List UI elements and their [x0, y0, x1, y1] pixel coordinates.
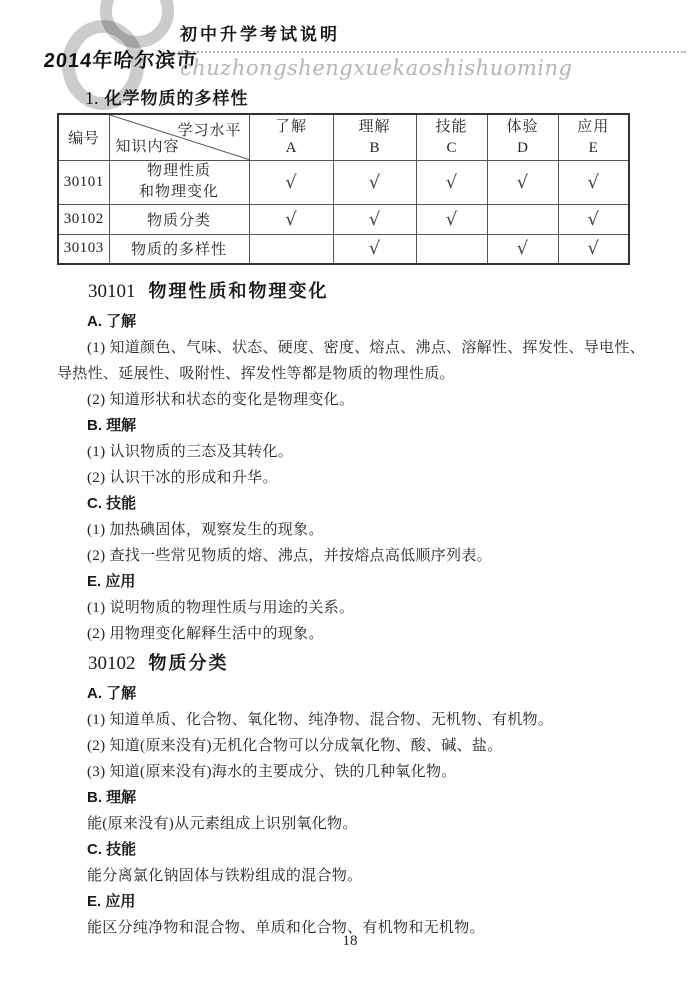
level-line: A. 了解: [87, 685, 137, 702]
section-code: 30102: [88, 653, 136, 674]
check-cell: √: [333, 160, 416, 204]
table-header-row: [58, 114, 629, 160]
header-level-cell: 体验 D: [487, 114, 558, 160]
level-line: A. 了解: [87, 313, 137, 330]
level-line: B. 理解: [87, 417, 137, 434]
row-content-cell: 物理性质 和物理变化: [109, 160, 249, 204]
item-line: (3) 知道(原来没有)海水的主要成分、铁的几种氧化物。: [87, 764, 457, 780]
check-cell: √: [333, 234, 416, 264]
section-title: 物质分类: [148, 653, 229, 673]
table-row: [58, 204, 629, 234]
chapter-heading: [85, 88, 700, 109]
body-content: [57, 277, 649, 941]
chapter-title: 化学物质的多样性: [104, 89, 249, 108]
check-cell: √: [558, 234, 629, 264]
document-title: 初中升学考试说明: [180, 25, 340, 44]
section-code: 30101: [88, 281, 136, 302]
chapter-number: 1.: [85, 88, 99, 108]
check-cell: [416, 234, 487, 264]
item-line: (1) 加热碘固体，观察发生的现象。: [87, 522, 324, 538]
header-level-cell: 了解 A: [249, 114, 333, 160]
table-row: [58, 234, 629, 264]
level-line: E. 应用: [87, 573, 136, 590]
pinyin-subtitle: chuzhongshengxuekaoshishuoming: [180, 56, 573, 80]
header-id-cell: 编号: [58, 114, 109, 160]
check-cell: √: [416, 204, 487, 234]
row-content-cell: 物质分类: [109, 204, 249, 234]
row-content-cell: 物质的多样性: [109, 234, 249, 264]
item-line: (1) 知道单质、化合物、氧化物、纯净物、混合物、无机物、有机物。: [87, 712, 554, 728]
header-level-cell: 理解 B: [333, 114, 416, 160]
header-level-cell: 技能 C: [416, 114, 487, 160]
check-cell: √: [558, 204, 629, 234]
item-line: (1) 知道颜色、气味、状态、硬度、密度、熔点、沸点、溶解性、挥发性、导电性、导热性、延展性、吸附性、挥发性等都是物质的物理性质。: [57, 340, 645, 382]
level-line: C. 技能: [87, 841, 137, 858]
item-line: (2) 知道形状和状态的变化是物理变化。: [87, 392, 355, 408]
level-line: C. 技能: [87, 495, 137, 512]
header-level-cell: 应用 E: [558, 114, 629, 160]
check-cell: √: [558, 160, 629, 204]
check-cell: √: [416, 160, 487, 204]
edition-label: 2014年哈尔滨市: [42, 50, 199, 72]
item-line: 能区分纯净物和混合物、单质和化合物、有机物和无机物。: [87, 920, 485, 936]
check-cell: √: [487, 234, 558, 264]
section-heading: [57, 649, 649, 679]
page-number: 18: [342, 933, 358, 949]
item-line: (2) 用物理变化解释生活中的现象。: [87, 626, 324, 642]
item-line: (2) 查找一些常见物质的熔、沸点，并按熔点高低顺序列表。: [87, 548, 492, 564]
level-line: E. 应用: [87, 893, 136, 910]
item-line: (1) 说明物质的物理性质与用途的关系。: [87, 600, 355, 616]
header-corner-cell: [109, 114, 249, 160]
check-cell: [487, 204, 558, 234]
check-cell: √: [487, 160, 558, 204]
section-heading: [57, 277, 649, 307]
corner-label-level: 学习水平: [177, 123, 242, 139]
level-line: B. 理解: [87, 789, 137, 806]
row-id-cell: 30102: [58, 204, 109, 234]
check-cell: √: [249, 204, 333, 234]
check-cell: [249, 234, 333, 264]
row-id-cell: 30103: [58, 234, 109, 264]
table-row: [58, 160, 629, 204]
item-line: 能(原来没有)从元素组成上识别氧化物。: [87, 816, 358, 832]
item-line: (2) 认识干冰的形成和升华。: [87, 470, 278, 486]
dotted-divider: [178, 51, 686, 53]
item-line: (2) 知道(原来没有)无机化合物可以分成氧化物、酸、碱、盐。: [87, 738, 503, 754]
page-header: [0, 0, 700, 86]
row-id-cell: 30101: [58, 160, 109, 204]
item-line: 能分离氯化钠固体与铁粉组成的混合物。: [87, 868, 363, 884]
corner-label-content: 知识内容: [115, 138, 180, 155]
item-line: (1) 认识物质的三态及其转化。: [87, 444, 294, 460]
section-title: 物理性质和物理变化: [148, 281, 329, 301]
ability-level-table: [57, 113, 630, 265]
check-cell: √: [249, 160, 333, 204]
check-cell: √: [333, 204, 416, 234]
